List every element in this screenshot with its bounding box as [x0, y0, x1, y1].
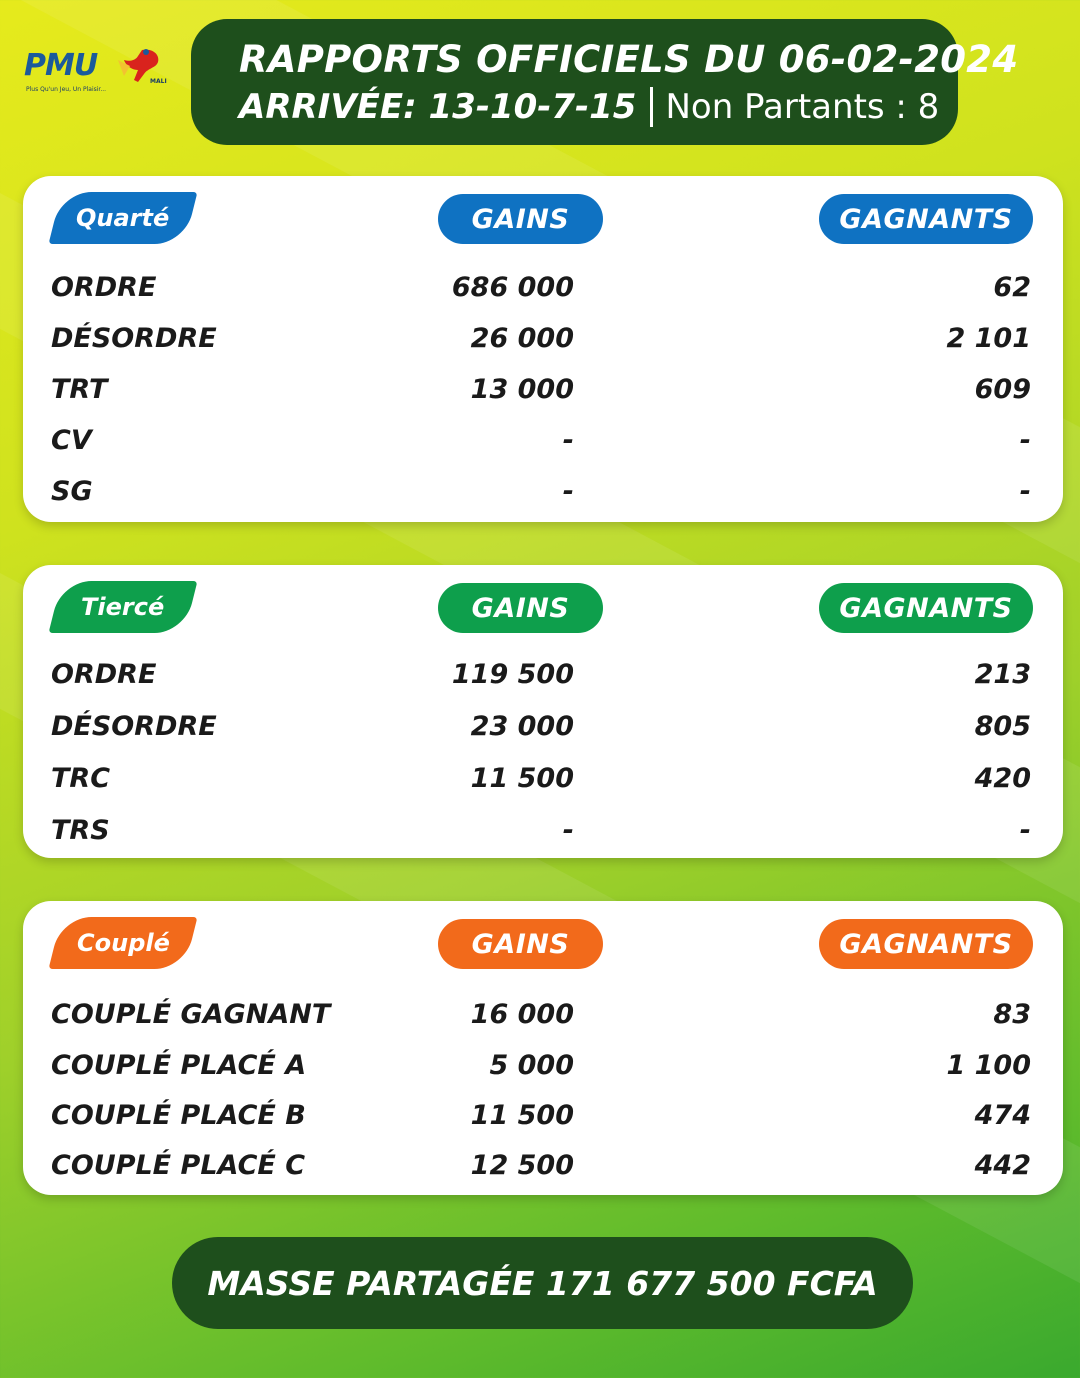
row-gains: -	[562, 476, 574, 507]
row-gains: -	[562, 815, 574, 846]
row-gagnants: 213	[974, 659, 1031, 690]
tierce-card	[23, 565, 1063, 858]
row-gains: 13 000	[470, 374, 574, 405]
table-row	[23, 476, 1063, 526]
row-gains: 11 500	[470, 1100, 574, 1131]
row-gains: 11 500	[470, 763, 574, 794]
row-gagnants: 83	[993, 999, 1031, 1030]
row-gains: 12 500	[470, 1150, 574, 1181]
logo-country: MALI	[150, 78, 167, 85]
row-gains: 686 000	[451, 272, 574, 303]
table-row	[23, 763, 1063, 813]
table-row	[23, 1100, 1063, 1150]
row-gains: 23 000	[470, 711, 574, 742]
table-row	[23, 815, 1063, 865]
quarte-tag	[49, 192, 198, 244]
pmu-logo	[24, 44, 174, 104]
quarte-gains-header: GAINS	[438, 194, 603, 244]
row-label: DÉSORDRE	[51, 711, 217, 742]
row-gains: 5 000	[489, 1050, 574, 1081]
table-row	[23, 374, 1063, 424]
row-label: TRT	[51, 374, 108, 405]
table-row	[23, 323, 1063, 373]
tierce-tag-label: Tiercé	[81, 593, 165, 621]
table-row	[23, 999, 1063, 1049]
row-label: COUPLÉ PLACÉ A	[51, 1050, 307, 1081]
row-gagnants: 474	[974, 1100, 1031, 1131]
row-label: TRC	[51, 763, 111, 794]
header-divider	[650, 87, 653, 127]
table-row	[23, 711, 1063, 761]
table-row	[23, 425, 1063, 475]
row-gains: 16 000	[470, 999, 574, 1030]
table-row	[23, 659, 1063, 709]
row-label: COUPLÉ GAGNANT	[51, 999, 331, 1030]
row-gagnants: -	[1019, 815, 1031, 846]
row-label: DÉSORDRE	[51, 323, 217, 354]
row-gagnants: 609	[974, 374, 1031, 405]
row-label: ORDRE	[51, 659, 157, 690]
row-gains: -	[562, 425, 574, 456]
row-gagnants: 420	[974, 763, 1031, 794]
table-row	[23, 1050, 1063, 1100]
row-gains: 119 500	[451, 659, 574, 690]
row-gagnants: -	[1019, 476, 1031, 507]
arrivee-text: ARRIVÉE: 13-10-7-15	[239, 87, 637, 127]
row-label: COUPLÉ PLACÉ C	[51, 1150, 306, 1181]
row-label: ORDRE	[51, 272, 157, 303]
quarte-card	[23, 176, 1063, 522]
tierce-tag	[49, 581, 198, 633]
tierce-gagnants-header: GAGNANTS	[819, 583, 1033, 633]
table-row	[23, 272, 1063, 322]
row-gains: 26 000	[470, 323, 574, 354]
row-gagnants: -	[1019, 425, 1031, 456]
row-label: SG	[51, 476, 93, 507]
row-label: CV	[51, 425, 92, 456]
couple-card	[23, 901, 1063, 1195]
row-label: TRS	[51, 815, 110, 846]
header-subline	[239, 83, 958, 131]
header-banner	[191, 19, 1019, 145]
non-partants-text: Non Partants : 8	[665, 87, 940, 127]
row-gagnants: 62	[993, 272, 1031, 303]
masse-partagee-banner: MASSE PARTAGÉE 171 677 500 FCFA	[172, 1237, 913, 1329]
row-gagnants: 805	[974, 711, 1031, 742]
page-title: RAPPORTS OFFICIELS DU 06-02-2024	[239, 38, 1019, 81]
row-gagnants: 442	[974, 1150, 1031, 1181]
couple-tag	[49, 917, 198, 969]
tierce-gains-header: GAINS	[438, 583, 603, 633]
logo-text: PMU	[24, 48, 98, 83]
quarte-gagnants-header: GAGNANTS	[819, 194, 1033, 244]
row-gagnants: 2 101	[946, 323, 1031, 354]
logo-tagline: Plus Qu'un Jeu, Un Plaisir...	[26, 86, 107, 93]
table-row	[23, 1150, 1063, 1200]
quarte-tag-label: Quarté	[76, 204, 170, 232]
row-label: COUPLÉ PLACÉ B	[51, 1100, 306, 1131]
row-gagnants: 1 100	[946, 1050, 1031, 1081]
couple-gains-header: GAINS	[438, 919, 603, 969]
couple-gagnants-header: GAGNANTS	[819, 919, 1033, 969]
couple-tag-label: Couplé	[76, 929, 170, 957]
